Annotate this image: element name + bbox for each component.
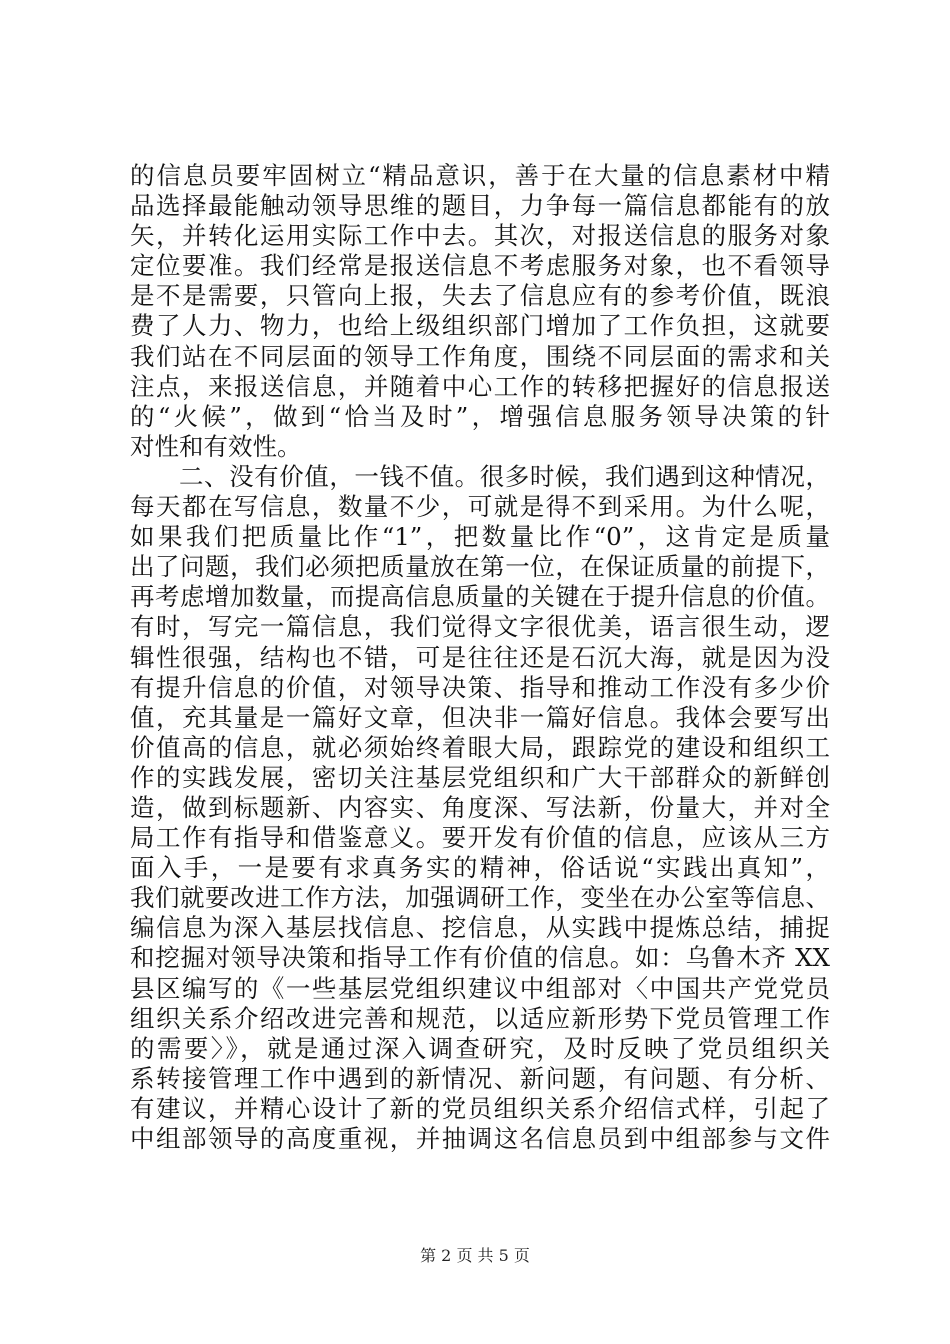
text-line: 二、没有价值，一钱不值。很多时候，我们遇到这种情况， xyxy=(179,461,830,491)
text-line: 定位要准。我们经常是报送信息不考虑服务对象，也不看领导 xyxy=(130,251,830,281)
body-text xyxy=(130,161,830,1154)
text-line: 注点，来报送信息，并随着中心工作的转移把握好的信息报送 xyxy=(130,371,830,401)
text-line: 品选择最能触动领导思维的题目，力争每一篇信息都能有的放 xyxy=(130,191,830,221)
text-line: 面入手，一是要有求真务实的精神，俗话说“实践出真知”， xyxy=(130,853,830,883)
text-line: 我们就要改进工作方法，加强调研工作，变坐在办公室等信息、 xyxy=(130,883,830,913)
text-line: 出了问题，我们必须把质量放在第一位，在保证质量的前提下， xyxy=(130,552,830,582)
text-line: 有时，写完一篇信息，我们觉得文字很优美，语言很生动，逻 xyxy=(130,612,830,642)
text-line: 我们站在不同层面的领导工作角度，围绕不同层面的需求和关 xyxy=(130,341,830,371)
text-line: 编信息为深入基层找信息、挖信息，从实践中提炼总结，捕捉 xyxy=(130,913,830,943)
text-line: 造，做到标题新、内容实、角度深、写法新，份量大，并对全 xyxy=(130,792,830,822)
text-line: 系转接管理工作中遇到的新情况、新问题，有问题、有分析、 xyxy=(130,1063,830,1093)
text-line: 是不是需要，只管向上报，失去了信息应有的参考价值，既浪 xyxy=(130,281,830,311)
text-line: 局工作有指导和借鉴意义。要开发有价值的信息，应该从三方 xyxy=(130,823,830,853)
text-line: 县区编写的《一些基层党组织建议中组部对〈中国共产党党员 xyxy=(130,973,830,1003)
text-line: 值，充其量是一篇好文章，但决非一篇好信息。我体会要写出 xyxy=(130,702,830,732)
text-line: 价值高的信息，就必须始终着眼大局，跟踪党的建设和组织工 xyxy=(130,732,830,762)
text-line: 中组部领导的高度重视，并抽调这名信息员到中组部参与文件 xyxy=(130,1124,830,1153)
text-line: 每天都在写信息，数量不少，可就是得不到采用。为什么呢， xyxy=(130,492,830,522)
text-line: 的信息员要牢固树立“精品意识，善于在大量的信息素材中精 xyxy=(130,161,830,190)
text-line: 辑性很强，结构也不错，可是往往还是石沉大海，就是因为没 xyxy=(130,642,830,672)
text-line: 有提升信息的价值，对领导决策、指导和推动工作没有多少价 xyxy=(130,672,830,702)
text-line: 有建议，并精心设计了新的党员组织关系介绍信式样，引起了 xyxy=(130,1093,830,1123)
text-line: 和挖掘对领导决策和指导工作有价值的信息。如：乌鲁木齐 XX xyxy=(130,943,830,973)
text-line: 矢，并转化运用实际工作中去。其次，对报送信息的服务对象 xyxy=(130,221,830,251)
text-line: 对性和有效性。 xyxy=(130,431,302,461)
text-line: 的需要〉》，就是通过深入调查研究，及时反映了党员组织关 xyxy=(130,1033,830,1063)
text-line: 作的实践发展，密切关注基层党组织和广大干部群众的新鲜创 xyxy=(130,762,830,792)
text-line: 再考虑增加数量，而提高信息质量的关键在于提升信息的价值。 xyxy=(130,582,830,612)
text-line: 费了人力、物力，也给上级组织部门增加了工作负担，这就要 xyxy=(130,311,830,341)
text-line: 组织关系介绍改进完善和规范，以适应新形势下党员管理工作 xyxy=(130,1003,830,1033)
page-footer: 第 2 页 共 5 页 xyxy=(420,1246,530,1265)
text-line: 如果我们把质量比作“1”，把数量比作“0”，这肯定是质量 xyxy=(130,522,830,552)
text-line: 的“火候”，做到“恰当及时”，增强信息服务领导决策的针 xyxy=(130,401,830,431)
